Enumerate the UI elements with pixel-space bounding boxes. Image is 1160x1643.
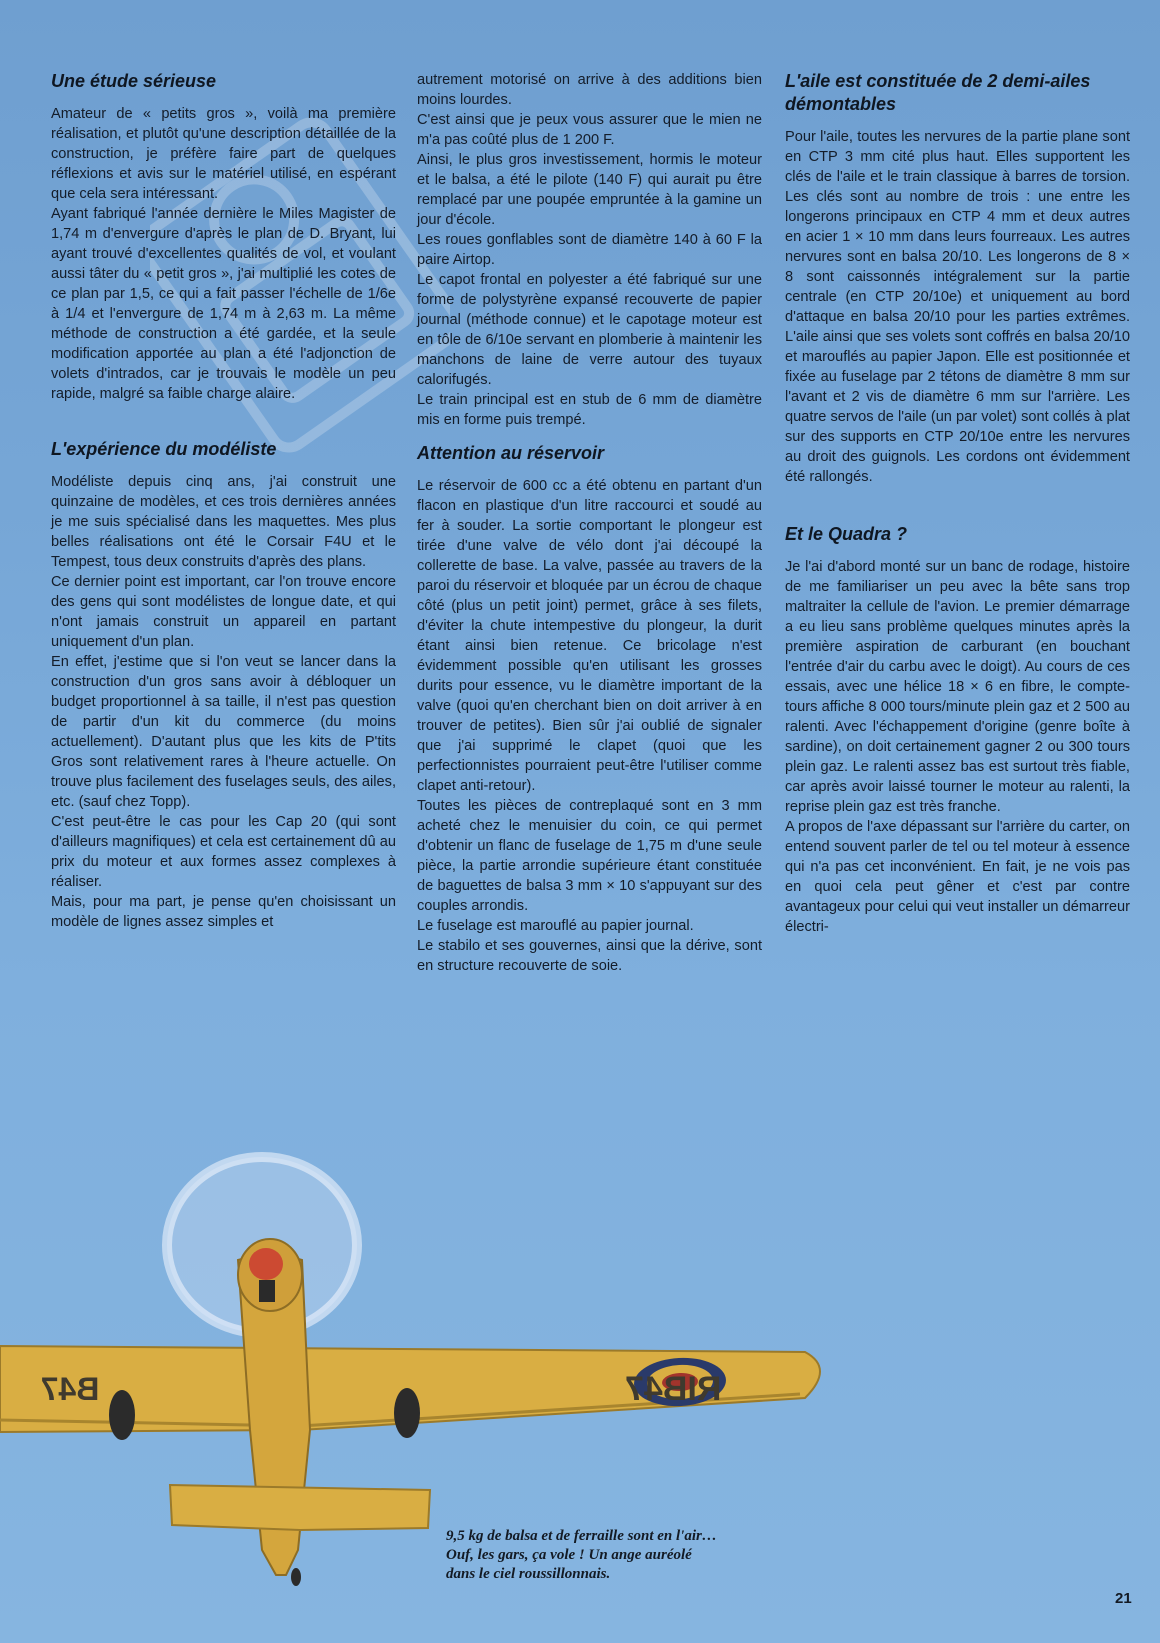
- paragraph: Toutes les pièces de contreplaqué sont en 3 mm acheté chez le menuisier du coin, ce qui permet d'obtenir un flanc de fuselage de 1,75 m d'une seule pièce, la partie arrondie supérieure étant constituée de baguettes de balsa 3 mm × 10 s'appuyant sur des couples arrondis.: [417, 798, 762, 914]
- paragraph: Le stabilo et ses gouvernes, ainsi que la dérive, sont en structure recouverte de soie.: [417, 938, 762, 974]
- column-right: [785, 70, 1130, 937]
- column-middle: [417, 70, 762, 976]
- heading-aile: L'aile est constituée de 2 demi-ailes démontables: [785, 71, 1091, 114]
- wheel-right: [394, 1388, 420, 1438]
- paragraph: autrement motorisé on arrive à des additions bien moins lourdes.: [417, 72, 762, 108]
- paragraph: A propos de l'axe dépassant sur l'arrière du carter, on entend souvent parler de tel ou tel moteur à essence qui n'a pas cet inconvénient. En fait, je ne vois pas en quoi cela peut gêner et c'est par contre avantageux pour celui qui veut installer un démarreur électri-: [785, 819, 1130, 935]
- photo-caption: [446, 1527, 806, 1584]
- paragraph: Le capot frontal en polyester a été fabriqué sur une forme de polystyrène expansé recouverte de papier journal (méthode connue) et le capotage moteur est en tôle de 6/10e servant en plomberie à maintenir les manchons de laine de verre autour des tuyaux calorifugés.: [417, 272, 762, 388]
- paragraph: Mais, pour ma part, je pense qu'en choisissant un modèle de lignes assez simples et: [51, 894, 396, 930]
- paragraph: Les roues gonflables sont de diamètre 140 à 60 F la paire Airtop.: [417, 232, 762, 268]
- tailplane: [170, 1485, 430, 1530]
- wheel-left: [109, 1390, 135, 1440]
- column-left: [51, 70, 396, 932]
- wing-marking-left: B47: [40, 1371, 100, 1407]
- paragraph: Pour l'aile, toutes les nervures de la partie plane sont en CTP 3 mm cité plus haut. Elles supportent les clés de l'aile et le train classique à barres de torsion. Les clés sont au nombre de trois : une entre les longerons principaux en CTP 4 mm et deux autres en acier 1 × 10 mm dans leurs fourreaux. Les autres nervures sont en balsa 20/10. Les longerons de 8 × 8 sont caissonnés intégralement sur la partie centrale (en CTP 20/10e) et uniquement au bord d'attaque en balsa 20/10 pour les parties extrêmes. L'aile ainsi que ses volets sont coffrés en balsa 20/10 et marouflés au papier Japon. Elle est positionnée et fixée au fuselage par 2 tétons de diamètre 8 mm sur l'avant et 2 vis de diamètre 6 mm sur l'arrière. Les quatre servos de l'aile (un par volet) sont collés à plat sur des supports en CTP 20/10e entre les nervures au droit des guignols. Les cordons ont évidemment été rallongés.: [785, 129, 1130, 485]
- paragraph: Le fuselage est marouflé au papier journal.: [417, 918, 694, 934]
- paragraph: Ainsi, le plus gros investissement, hormis le moteur et le balsa, a été le pilote (140 F) qui aurait pu être remplacé par une poupée empruntée à la gamine un jour d'école.: [417, 152, 762, 228]
- paragraph: Le train principal est en stub de 6 mm de diamètre mis en forme puis trempé.: [417, 392, 762, 428]
- paragraph: C'est peut-être le cas pour les Cap 20 (qui sont d'ailleurs magnifiques) et cela est certainement dû au prix du moteur et aux formes assez complexes à réaliser.: [51, 814, 396, 890]
- heading-etude-serieuse: Une étude sérieuse: [51, 71, 217, 91]
- spinner: [249, 1248, 283, 1280]
- heading-attention-reservoir: Attention au réservoir: [417, 443, 605, 463]
- tail-wheel: [291, 1568, 301, 1586]
- heading-quadra: Et le Quadra ?: [785, 524, 908, 544]
- caption-line: dans le ciel roussillonnais.: [446, 1566, 611, 1582]
- paragraph: Amateur de « petits gros », voilà ma première réalisation, et plutôt qu'une description détaillée de la construction, je préfère faire part de quelques réflexions et avis sur le matériel utilisé, en espérant que cela sera intéressant.: [51, 106, 396, 202]
- wing-marking-right: RIB47: [625, 1370, 722, 1408]
- paragraph: Le réservoir de 600 cc a été obtenu en partant d'un flacon en plastique d'un litre raccourci et soudé au fer à souder. La sortie comportant le plongeur est tirée d'une valve de vélo dont j'ai découpé la collerette de base. La valve, passée au travers de la paroi du réservoir et bloquée par un écrou de chaque côté (plus un petit joint) permet, grâce à ses filets, d'éviter la chute intempestive du plongeur, la durit étant ainsi bien retenue. Ce bricolage n'est évidemment possible qu'en utilisant les grosses durits pour essence, vu le diamètre important de la valve (quoi qu'en cherchant bien on doit arriver à en trouver de petites). Bien sûr j'ai oublié de signaler que j'ai supprimé le clapet (quoi que les perfectionnistes pourraient peut-être l'utiliser comme clapet anti-retour).: [417, 478, 762, 794]
- caption-line: 9,5 kg de balsa et de ferraille sont en l'air…: [446, 1528, 717, 1544]
- paragraph: Ayant fabriqué l'année dernière le Miles Magister de 1,74 m d'envergure d'après le plan de D. Bryant, lui ayant trouvé d'excellentes qualités de vol, et voulant aussi tâter du « petit gros », j'ai multiplié les cotes de ce plan par 1,5, ce qui a fait passer l'échelle de 1/6e à 1/4 et l'envergure de 1,74 m à 2,63 m. La même méthode de construction a été gardée, et la seule modification apportée au plan a été l'adjonction de volets d'intrados, car je trouvais le modèle un peu rapide, malgré sa faible charge alaire.: [51, 206, 396, 402]
- paragraph: En effet, j'estime que si l'on veut se lancer dans la construction d'un gros sans avoir à débloquer un budget proportionnel à sa taille, il n'est pas question de partir d'un kit du commerce (du moins actuellement). D'autant plus que les kits de P'tits Gros sont relativement rares à l'heure actuelle. On trouve plus facilement des fuselages seuls, des ailes, etc. (sauf chez Topp).: [51, 654, 396, 810]
- paragraph: Ce dernier point est important, car l'on trouve encore des gens qui sont modélistes de longue date, et qui n'ont jamais construit un appareil en partant uniquement d'un plan.: [51, 574, 396, 650]
- page-number: 21: [1115, 1590, 1132, 1607]
- heading-experience-modeliste: L'expérience du modéliste: [51, 439, 277, 459]
- paragraph: Je l'ai d'abord monté sur un banc de rodage, histoire de me familiariser un peu avec la bête sans trop maltraiter la cellule de l'avion. Le premier démarrage a eu lieu sans problème quelques minutes après la première aspiration de carburant (en bouchant l'entrée d'air du carbu avec le doigt). Au cours de ces essais, avec une hélice 18 × 6 en fibre, le compte-tours affiche 8 000 tours/minute plein gaz et 2 500 au ralenti. Avec l'échappement d'origine (genre boîte à sardine), on doit certainement gagner 2 ou 300 tours plein gaz. Le ralenti assez bas est surtout très fiable, car après avoir laissé tourner le moteur au ralenti, la reprise plein gaz est très franche.: [785, 559, 1130, 815]
- paragraph: Modéliste depuis cinq ans, j'ai construit une quinzaine de modèles, et ces trois dernières années je me suis spécialisé dans les maquettes. Mes plus belles réalisations ont été le Corsair F4U et le Tempest, tous deux construits d'après des plans.: [51, 474, 396, 570]
- paragraph: C'est ainsi que je peux vous assurer que le mien ne m'a pas coûté plus de 1 200 F.: [417, 112, 762, 148]
- caption-line: Ouf, les gars, ça vole ! Un ange auréolé: [446, 1547, 692, 1563]
